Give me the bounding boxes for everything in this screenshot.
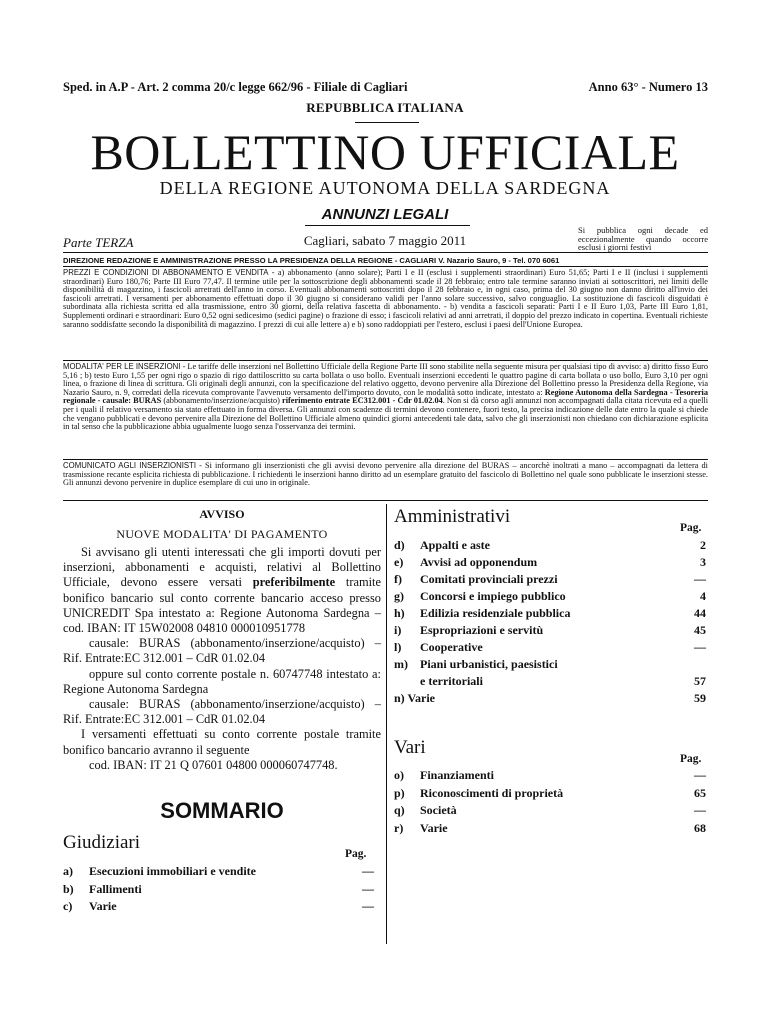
toc-letter: m) <box>394 657 408 671</box>
toc-page: 45 <box>694 623 706 637</box>
toc-row <box>63 882 374 900</box>
notice-paragraph: causale: BURAS (abbonamento/inserzione/acquisto) – Rif. Entrate:EC 312.001 – CdR 01.02.04 <box>63 636 381 666</box>
toc-row <box>63 899 374 917</box>
notice-paragraph: I versamenti effettuati su conto corrente postale tramite bonifico bancario avranno il seguente <box>63 727 381 757</box>
paragraph-text: - Si informano gli inserzionisti che gli avvisi devono pervenire alla direzione del BURAS – ancorchè inoltrati a mano – accompagnati da lettera di trasmissione recante esplicita richiesta di pubblicazione. I richiedenti le inserzioni hanno diritto ad un esemplare gratuito del fascicolo di Bollettino nel quale sono pubblicate le inserzioni stesse. Gli annunzi devono pervenire in duplice esemplare di cui uno in originale. <box>63 461 708 488</box>
page-title: BOLLETTINO UFFICIALE <box>90 124 680 180</box>
toc-label: Piani urbanistici, paesistici <box>420 657 558 671</box>
summary-title: SOMMARIO <box>160 798 284 823</box>
divider <box>63 360 708 361</box>
toc-letter: g) <box>394 589 404 603</box>
toc-label: Appalti e aste <box>420 538 490 552</box>
toc-row <box>394 657 706 674</box>
paragraph-text: - Le tariffe delle inserzioni nel Bollettino Ufficiale della Regione Parte III sono stabilite nella seguente misura per qualsiasi tipo di avviso: a) diritto fisso Euro 5,16 ; b) testo Euro 1,55 per ogni rigo o spazio di rigo dattiloscritto su carta bollata o uso bollo. Eventuali inserzioni eccedenti le quattro pagine di carta bollata o uso bollo, Euro 3,10 per ogni linea, o frazione di linea di scrittura. Gli originali degli annunzi, con la specificazione del relativo oggetto, devono pervenire alla Direzione del Bollettino presso la Presidenza della Regione, via Nazario Sauro, n. 9, corredati della ricevuta comprovante l'avvenuto versamento dell'importo dovuto, con le modalità sotto indicate, intestato a: <box>63 362 709 397</box>
toc-label: Società <box>420 803 457 817</box>
toc-page: — <box>362 864 374 878</box>
toc-row <box>394 589 706 606</box>
issue-number: Anno 63° - Numero 13 <box>588 80 708 94</box>
toc-letter: h) <box>394 606 405 620</box>
toc-label: Riconoscimenti di proprietà <box>420 785 564 800</box>
section-heading-amministrativi: Amministrativi <box>394 506 511 527</box>
notice-paragraph: cod. IBAN: IT 21 Q 07601 04800 000060747748. <box>89 757 338 772</box>
notice-body <box>63 545 381 773</box>
insertion-rules <box>63 363 708 432</box>
paragraph-lead: MODALITA' PER LE INSERZIONI <box>63 362 181 371</box>
region-subtitle: DELLA REGIONE AUTONOMA DELLA SARDEGNA <box>159 178 611 198</box>
divider <box>355 122 419 123</box>
notice-paragraph <box>63 545 381 636</box>
toc-page: — <box>694 640 706 654</box>
direction-line: DIREZIONE REDAZIONE E AMMINISTRAZIONE PRESSO LA PRESIDENZA DELLA REGIONE - CAGLIARI V. Nazario Sauro, 9 - Tel. 070 6061 <box>63 256 560 265</box>
notice-emphasis: preferibilmente <box>252 575 336 590</box>
toc-row <box>394 821 706 839</box>
page-column-label: Pag. <box>345 848 367 860</box>
toc-row <box>394 674 706 691</box>
divider <box>305 225 470 226</box>
toc-row <box>394 691 706 708</box>
section-heading-vari: Vari <box>394 737 426 758</box>
postage-notice: Sped. in A.P - Art. 2 comma 20/c legge 662/96 - Filiale di Cagliari <box>63 80 408 94</box>
divider <box>63 459 708 460</box>
paragraph-text: (abbonamento/inserzione/acquisto) <box>161 396 283 406</box>
section-heading-giudiziari: Giudiziari <box>63 832 141 853</box>
advertiser-notice <box>63 462 708 488</box>
divider <box>63 500 708 501</box>
toc-label: Comitati provinciali prezzi <box>420 572 558 586</box>
toc-label: Cooperative <box>420 640 483 654</box>
toc-row <box>394 555 706 572</box>
toc-letter: c) <box>63 899 73 913</box>
toc-row <box>394 606 706 623</box>
notice-paragraph: oppure sul conto corrente postale n. 60747748 intestato a: Regione Autonoma Sardegna <box>63 666 381 696</box>
paragraph-bold: Regione Autonoma della Sardegna - Tesoreria regionale - causale: BURAS <box>63 387 708 406</box>
part-label: Parte TERZA <box>63 235 134 250</box>
toc-page: 57 <box>694 674 706 688</box>
toc-page: 4 <box>700 589 706 603</box>
toc-letter: n) Varie <box>394 691 436 705</box>
publication-note: Si pubblica ogni decade ed eccezionalmente quando occorre esclusi i giorni festivi <box>578 225 708 252</box>
toc-row <box>394 538 706 555</box>
page-column-label: Pag. <box>680 753 702 765</box>
toc-letter: b) <box>63 881 74 896</box>
subscription-conditions <box>63 269 708 329</box>
paragraph-text: - a) abbonamento (anno solare); Parti I e II (esclusi i supplementi straordinari) Euro 51,65; Parti I e II (inclusi i supplementi straordinari) Euro 180,76; Parte III Euro 77,47. Il termine utile per la sottoscrizione degli abbonamenti scade il 28 febbraio; entro tale termine saranno inviati ai sottoscrittori, nei limiti delle disponibilità di magazzino, i fascicoli arretrati dell'anno in corso. Eventuali abbonamenti sottoscritti dopo il 28 febbraio e, in ogni caso, prima del 30 giugno non danno diritto all'invio dei fascicoli arretrati. I versamenti per abbonamento effettuati dopo il 30 giugno si considerano validi per l'anno solare successivo, salvo conguaglio. La sostituzione di fascicoli disguidati è subordinata alla richiesta scritta ed alla trasmissione, entro 30 giorni, della relativa fascetta di abbonamento. - b) vendita a fascicoli separati: Parti I e II Euro 1,03, Parte III Euro 1,81, Supplementi ordinari e straordinari: Euro 0,52 ogni sedicesimo (sedici pagine) o frazione di esso; i fascicoli relativi ad anni arretrati, il doppio del prezzo indicato in copertina. Eventuali richieste saranno soddisfatte secondo la disponibilità di magazzino. I prezzi di cui alle lettere a) e b) sono raddoppiati per l'estero, esclusi i paesi dell'Unione Europea. <box>63 268 709 329</box>
toc-page: 68 <box>694 820 706 835</box>
toc-page: 3 <box>700 555 706 569</box>
republic-label: REPUBBLICA ITALIANA <box>306 100 464 115</box>
toc-label: Varie <box>420 820 448 835</box>
toc-row <box>394 786 706 804</box>
toc-label: Avvisi ad opponendum <box>420 555 538 569</box>
toc-letter: i) <box>394 623 402 637</box>
toc-row <box>394 572 706 589</box>
toc-label: Espropriazioni e servitù <box>420 623 544 637</box>
toc-page: — <box>694 803 706 817</box>
toc-row <box>63 864 374 882</box>
toc-row <box>394 623 706 640</box>
toc-letter: q) <box>394 803 405 817</box>
toc-page: 44 <box>694 606 706 620</box>
toc-letter: f) <box>394 572 402 586</box>
section-label: ANNUNZI LEGALI <box>321 206 449 223</box>
toc-letter: p) <box>394 785 405 800</box>
toc-page: — <box>694 768 706 782</box>
divider <box>63 266 708 267</box>
toc-letter: r) <box>394 820 404 835</box>
notice-paragraph: causale: BURAS (abbonamento/inserzione/acquisto) – Rif. Entrate:EC 312.001 – CdR 01.02.04 <box>63 697 381 727</box>
toc-label: e territoriali <box>420 674 483 688</box>
notice-text: Si avvisano gli utenti interessati che gli importi dovuti per inserzioni, abbonamenti e acquisti, relativi al Bollettino Ufficiale, devono essere versati <box>63 545 381 590</box>
notice-title: AVVISO <box>199 507 245 521</box>
toc-label: Concorsi e impiego pubblico <box>420 589 566 603</box>
notice-text: tramite bonifico bancario sul conto corrente bancario acceso presso UNICREDIT Spa intestato a: Regione Autonoma Sardegna – cod. IBAN: IT 15W02008 04810 000010951778 <box>63 575 381 636</box>
toc-letter: e) <box>394 555 404 569</box>
toc-letter: l) <box>394 640 402 654</box>
date-line: Cagliari, sabato 7 maggio 2011 <box>303 233 467 248</box>
toc-row <box>394 768 706 786</box>
column-divider <box>386 504 387 944</box>
toc-page: — <box>362 899 374 913</box>
toc-label: Fallimenti <box>89 881 142 896</box>
toc-page: 2 <box>700 538 706 552</box>
notice-subtitle: NUOVE MODALITA' DI PAGAMENTO <box>116 527 328 541</box>
toc-letter: o) <box>394 768 404 782</box>
toc-letter: a) <box>63 864 73 878</box>
toc-label: Edilizia residenziale pubblica <box>420 606 571 620</box>
toc-page: — <box>694 572 706 586</box>
toc-page: — <box>362 881 374 896</box>
toc-page: 65 <box>694 785 706 800</box>
paragraph-lead: COMUNICATO AGLI INSERZIONISTI <box>63 461 197 470</box>
page-column-label: Pag. <box>680 522 702 534</box>
toc-letter: d) <box>394 538 405 552</box>
toc-row <box>394 803 706 821</box>
paragraph-bold: riferimento entrate EC312.001 - Cdr 01.02.04 <box>282 396 443 406</box>
toc-label: Finanziamenti <box>420 768 494 782</box>
toc-row <box>394 640 706 657</box>
divider <box>63 252 708 253</box>
toc-page: 59 <box>694 691 706 705</box>
toc-label: Varie <box>89 899 117 913</box>
paragraph-text: . Non si dà corso agli annunzi non accompagnati dalla citata ricevuta ed a quelli per i quali il relativo versamento sia stato effettuato in forma diversa. Gli annunzi con scadenze di termini devono contenere, fuori testo, la precisa indicazione delle date entro la quale si chiede che vengano pubblicati e devono pervenire alla Direzione del Bollettino Ufficiale almeno quindici giorni antecedenti tale data, salvo che gli inserzionisti non chiedano con dichiarazione esplicita in tal senso che la pubblicazione abbia ugualmente luogo senza l'osservanza dei termini. <box>63 396 709 432</box>
paragraph-lead: PREZZI E CONDIZIONI DI ABBONAMENTO E VENDITA <box>63 268 269 277</box>
toc-label: Esecuzioni immobiliari e vendite <box>89 864 256 878</box>
